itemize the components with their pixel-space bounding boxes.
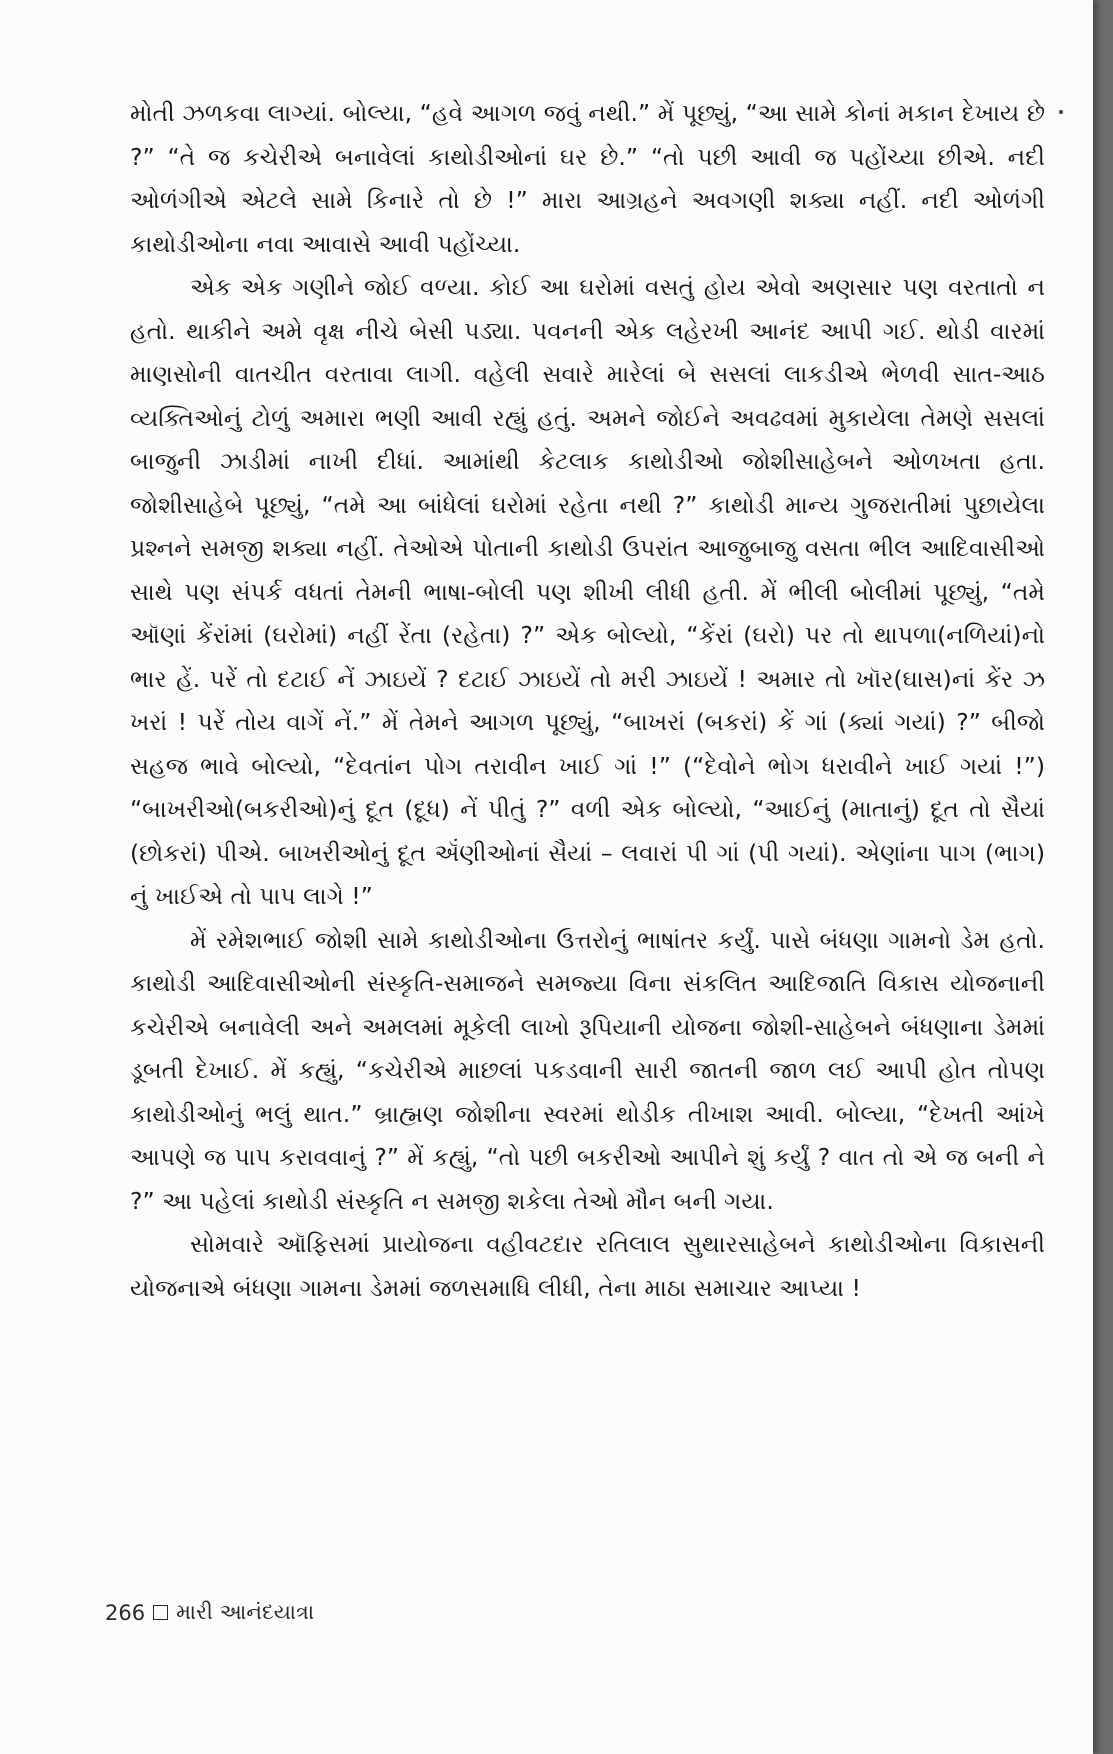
square-separator-icon <box>153 1605 168 1620</box>
scan-speck <box>1059 110 1063 114</box>
book-title: મારી આનંદયાત્રા <box>176 1600 315 1624</box>
paragraph-3: મેં રમેશભાઈ જોશી સામે કાથોડીઓના ઉત્તરોનું ભાષાંતર કર્યું. પાસે બંધણા ગામનો ડેમ હતો. કાથોડી આદિવાસીઓની સંસ્કૃતિ-સમાજને સમજ્યા વિના સંકલિત આદિજાતિ વિકાસ યોજનાની કચેરીએ બનાવેલી અને અમલમાં મૂકેલી લાખો રૂપિયાની યોજના જોશી-સાહેબને બંધણાના ડેમમાં ડૂબતી દેખાઈ. મેં કહ્યું, “કચેરીએ માછલાં પકડવાની સારી જાતની જાળ લઈ આપી હોત તોપણ કાથોડીઓનું ભલું થાત.” બ્રાહ્મણ જોશીના સ્વરમાં થોડીક તીખાશ આવી. બોલ્યા, “દેખતી આંખે આપણે જ પાપ કરાવવાનું ?” મેં કહ્યું, “તો પછી બકરીઓ આપીને શું કર્યું ? વાત તો એ જ બની ને ?” આ પહેલાં કાથોડી સંસ્કૃતિ ન સમજી શકેલા તેઓ મૌન બની ગયા. <box>130 925 1045 1215</box>
paragraph-4: સોમવારે ઑફિસમાં પ્રાયોજના વહીવટદાર રતિલાલ સુથારસાહેબને કાથોડીઓના વિકાસની યોજનાએ બંધણા ગામના ડેમમાં જળસમાધિ લીધી, તેના માઠા સમાચાર આપ્યા ! <box>130 1230 1045 1302</box>
page-body <box>130 92 1045 1310</box>
paragraph-1: મોતી ઝળકવા લાગ્યાં. બોલ્યા, “હવે આગળ જવું નથી.” મેં પૂછ્યું, “આ સામે કોનાં મકાન દેખાય છે ?” “તે જ કચેરીએ બનાવેલાં કાથોડીઓનાં ઘર છે.” “તો પછી આવી જ પહોંચ્યા છીએ. નદી ઓળંગીએ એટલે સામે કિનારે તો છે !” મારા આગ્રહને અવગણી શક્યા નહીં. નદી ઓળંગી કાથોડીઓના નવા આવાસે આવી પહોંચ્યા. <box>130 99 1045 258</box>
paragraph-2: એક એક ગણીને જોઈ વળ્યા. કોઈ આ ઘરોમાં વસતું હોય એવો અણસાર પણ વરતાતો ન હતો. થાકીને અમે વૃક્ષ નીચે બેસી પડ્યા. પવનની એક લહેરખી આનંદ આપી ગઈ. થોડી વારમાં માણસોની વાતચીત વરતાવા લાગી. વહેલી સવારે મારેલાં બે સસલાં લાકડીએ ભેળવી સાત-આઠ વ્યક્તિઓનું ટોળું અમારા ભણી આવી રહ્યું હતું. અમને જોઈને અવઢવમાં મુકાયેલા તેમણે સસલાં બાજુની ઝાડીમાં નાખી દીધાં. આમાંથી કેટલાક કાથોડીઓ જોશીસાહેબને ઓળખતા હતા. જોશીસાહેબે પૂછ્યું, “તમે આ બાંધેલાં ઘરોમાં રહેતા નથી ?” કાથોડી માન્ય ગુજરાતીમાં પુછાયેલા પ્રશ્નને સમજી શક્યા નહીં. તેઓએ પોતાની કાથોડી ઉપરાંત આજુબાજુ વસતા ભીલ આદિવાસીઓ સાથે પણ સંપર્ક વધતાં તેમની ભાષા-બોલી પણ શીખી લીધી હતી. મેં ભીલી બોલીમાં પૂછ્યું, “તમે ઑણાં કેંરાંમાં (ઘરોમાં) નહીં રેંતા (રહેતા) ?” એક બોલ્યો, “કેંરાં (ઘરો) પર તો થાપળા(નળિયાં)નો ભાર હેં. પરેં તો દટાઈ નેં ઝાઇયેં ? દટાઈ ઝાઇયેં તો મરી ઝાઇયેં ! અમાર તો ખૉર(ઘાસ)નાં કેંર ઝ ખરાં ! પરેં તોય વાગેં નેં.” મેં તેમને આગળ પૂછ્યું, “બાખરાં (બકરાં) કેં ગાં (ક્યાં ગયાં) ?” બીજો સહજ ભાવે બોલ્યો, “દેવતાંન પોગ તરાવીન ખાઈ ગાં !” (“દેવોને ભોગ ધરાવીને ખાઈ ગયાં !”) “બાખરીઓ(બકરીઓ)નું દૂત (દૂધ) નેં પીતું ?” વળી એક બોલ્યો, “આઈનું (માતાનું) દૂત તો સૈયાં (છોકરાં) પીએ. બાખરીઓનું દૂત ઍંણીઓનાં સૈયાં – લવારાં પી ગાં (પી ગયાં). એણાંના પાગ (ભાગ) નું ખાઈએ તો પાપ લાગે !” <box>130 273 1045 910</box>
page-number: 266 <box>105 1600 146 1625</box>
page-footer <box>105 1600 314 1625</box>
